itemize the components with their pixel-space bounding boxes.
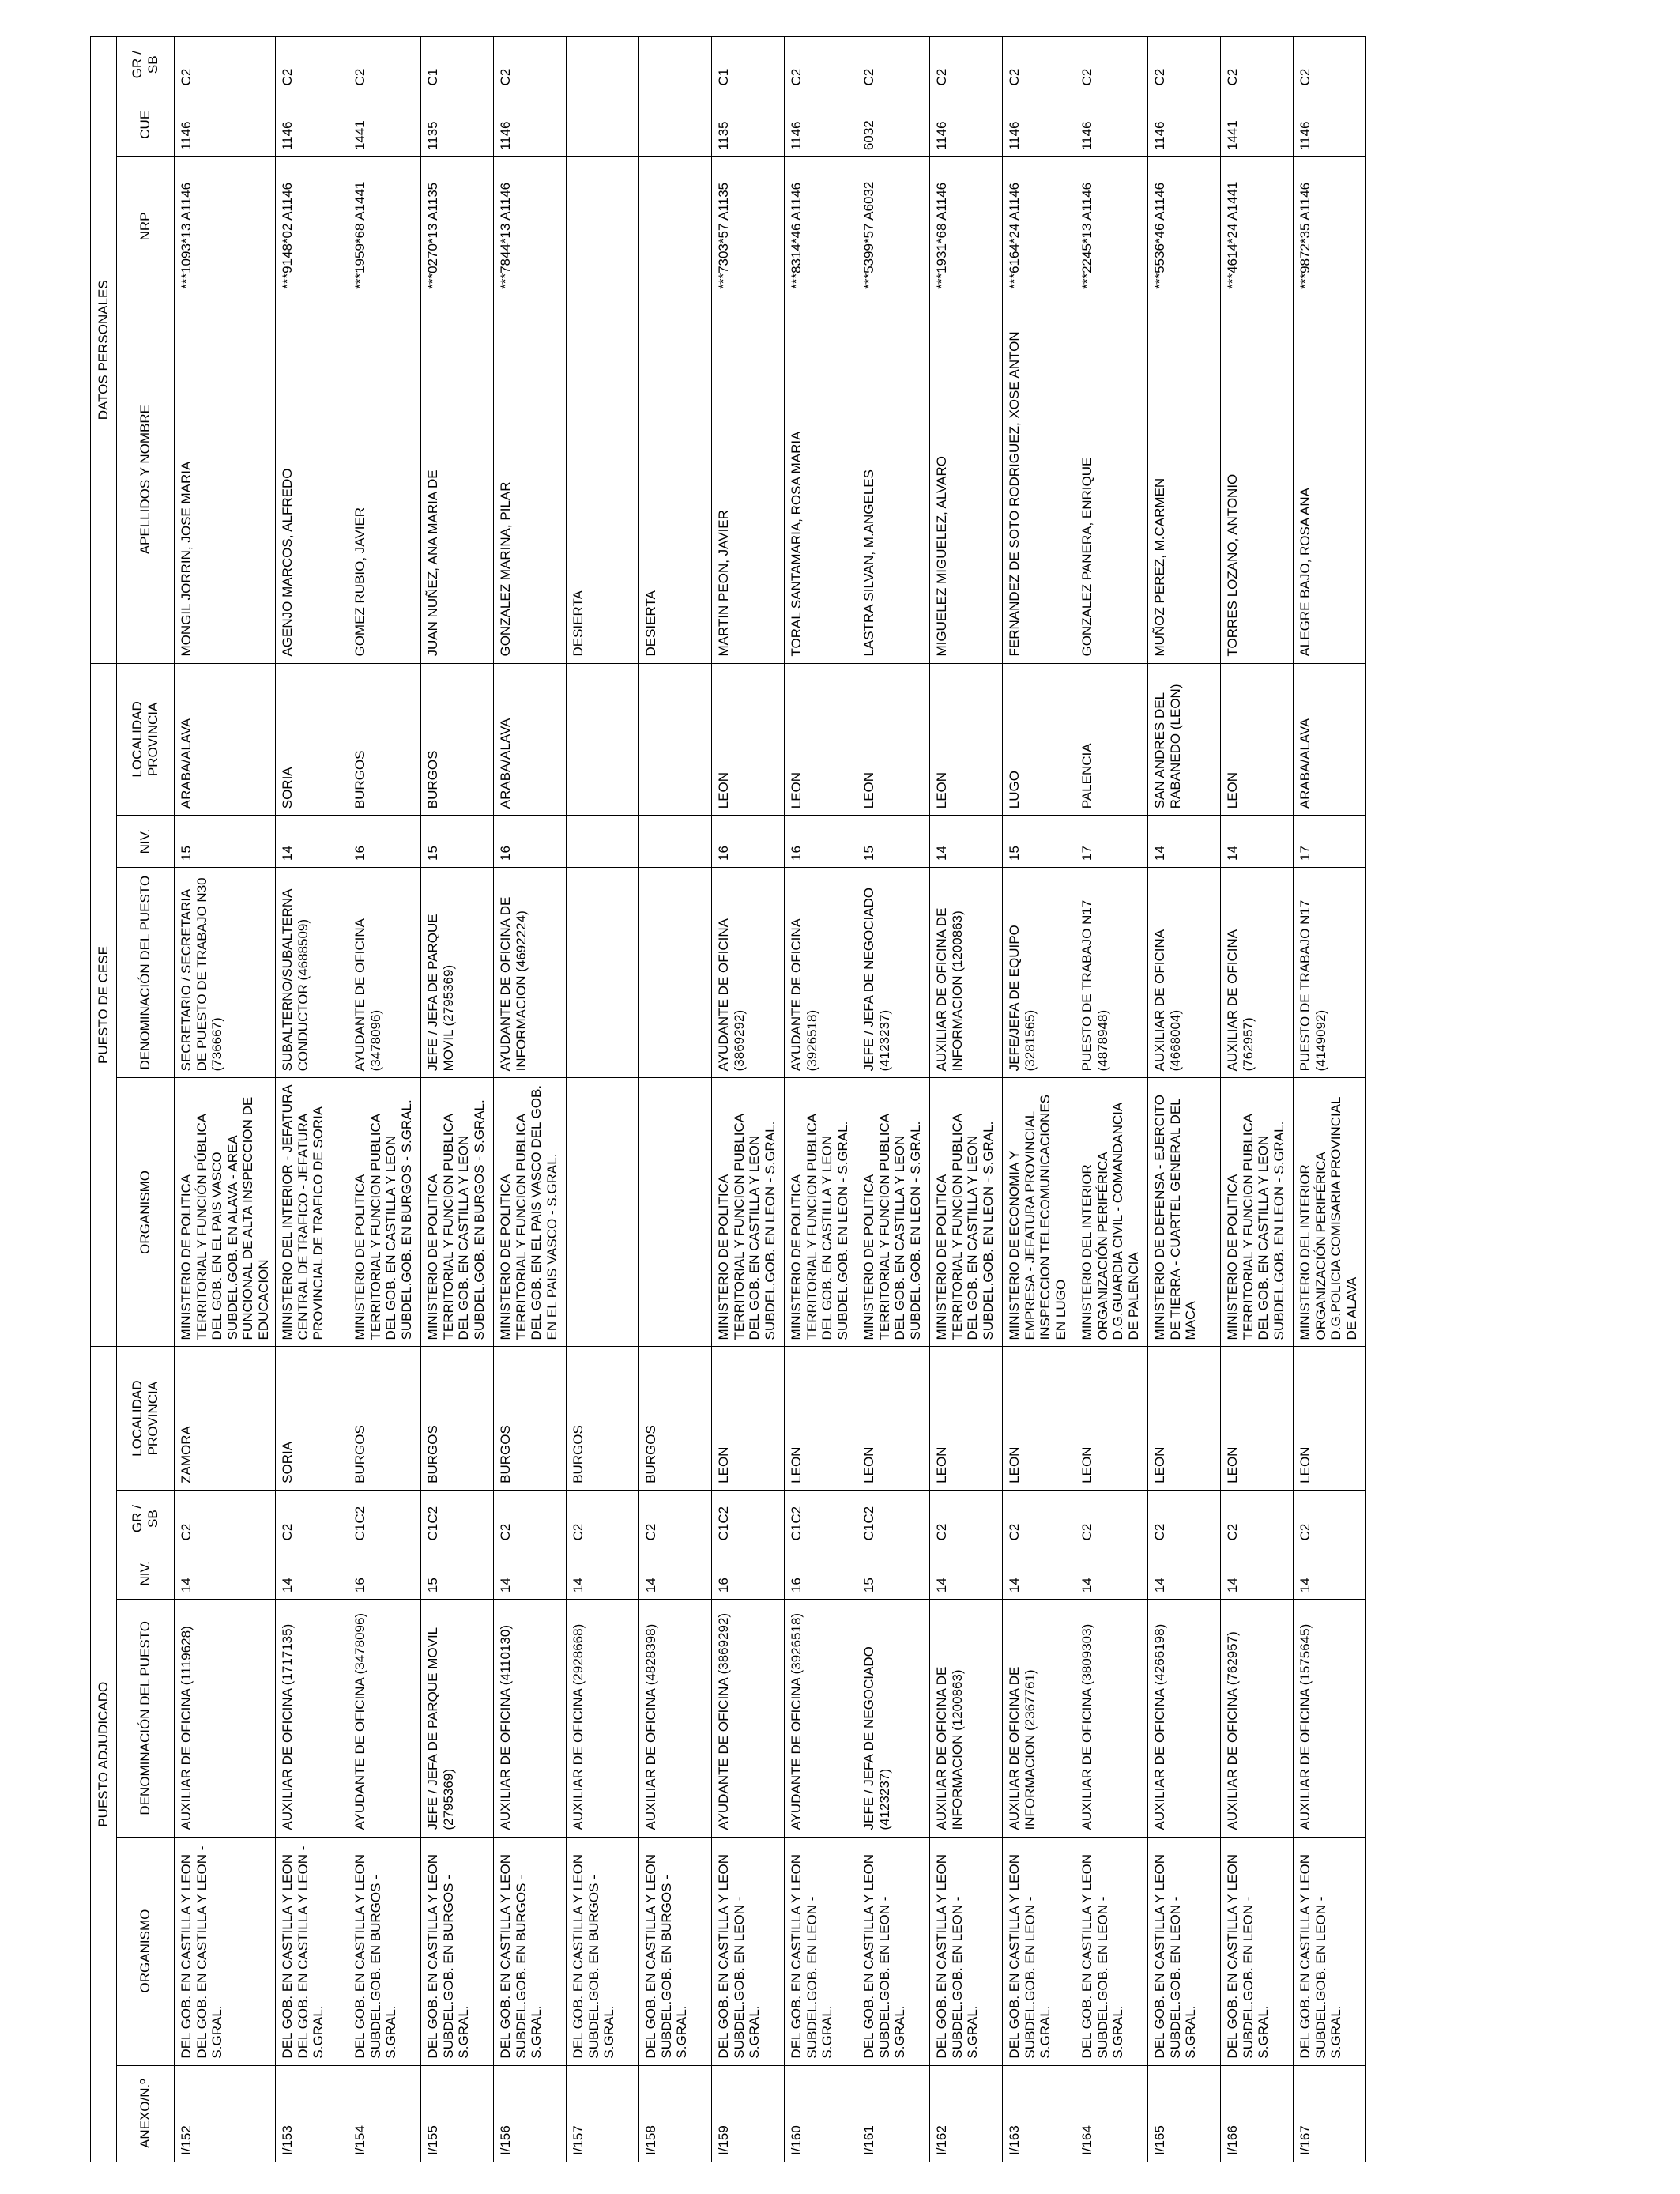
cell-denominacion-cese: AUXILIAR DE OFICINA (762957) [1221,867,1294,1077]
cell-denominacion-cese: AYUDANTE DE OFICINA (3478096) [348,867,421,1077]
cell-denominacion-cese: AYUDANTE DE OFICINA (3926518) [785,867,857,1077]
cell-gr-sb: C2 [567,1490,639,1547]
cell-niv-cese: 17 [1075,816,1148,868]
cell-gr-sb-personal: C2 [1221,37,1294,92]
cell-gr-sb-personal: C2 [857,37,930,92]
cell-denominacion: AUXILIAR DE OFICINA DE INFORMACION (1200863) [930,1600,1003,1837]
cell-nrp [639,157,712,296]
cell-localidad: BURGOS [494,1347,567,1490]
column-header-row [117,37,175,2162]
cell-niv-cese: 16 [785,816,857,868]
table-row [712,37,785,2162]
cell-denominacion-cese: JEFE/JEFA DE EQUIPO (3281565) [1003,867,1075,1077]
cell-apellidos-nombre: GONZALEZ PANERA, ENRIQUE [1075,296,1148,663]
cell-cue [567,92,639,157]
cell-gr-sb: C2 [494,1490,567,1547]
cell-organismo-cese: MINISTERIO DE DEFENSA - EJERCITO DE TIERRA - CUARTEL GENERAL DEL MACA [1148,1078,1221,1347]
table-row [1294,37,1366,2162]
cell-apellidos-nombre: JUAN NUÑEZ, ANA MARIA DE [421,296,494,663]
cell-denominacion-cese: AUXILIAR DE OFICINA (4668004) [1148,867,1221,1077]
cell-gr-sb: C2 [930,1490,1003,1547]
cell-denominacion: AUXILIAR DE OFICINA (1575645) [1294,1600,1366,1837]
cell-gr-sb-personal [639,37,712,92]
table-row [785,37,857,2162]
cell-localidad-cese: SORIA [276,663,348,816]
cell-apellidos-nombre: DESIERTA [639,296,712,663]
cell-niv: 14 [276,1547,348,1600]
cell-localidad: SORIA [276,1347,348,1490]
cell-denominacion: AUXILIAR DE OFICINA (2928668) [567,1600,639,1837]
cell-nrp: ***5536*46 A1146 [1148,157,1221,296]
cell-apellidos-nombre: GONZALEZ MARINA, PILAR [494,296,567,663]
cell-localidad: LEON [712,1347,785,1490]
cell-gr-sb-personal: C2 [175,37,276,92]
col-anexo: ANEXO/N.º [117,2065,175,2162]
cell-gr-sb: C1C2 [857,1490,930,1547]
table-row [930,37,1003,2162]
cell-denominacion-cese: JEFE / JEFA DE NEGOCIADO (4123237) [857,867,930,1077]
table-row [639,37,712,2162]
col-localidad: LOCALIDAD PROVINCIA [117,1347,175,1490]
cell-gr-sb: C2 [175,1490,276,1547]
cell-apellidos-nombre: GOMEZ RUBIO, JAVIER [348,296,421,663]
col-apellidos-nombre: APELLIDOS Y NOMBRE [117,296,175,663]
cell-gr-sb: C1C2 [421,1490,494,1547]
cell-apellidos-nombre: MUÑOZ PEREZ, M.CARMEN [1148,296,1221,663]
cell-gr-sb: C2 [1221,1490,1294,1547]
cell-nrp: ***1931*68 A1146 [930,157,1003,296]
cell-denominacion: AUXILIAR DE OFICINA (1119628) [175,1600,276,1837]
cell-cue: 1146 [785,92,857,157]
cell-gr-sb-personal [567,37,639,92]
cell-organismo-cese: MINISTERIO DE ECONOMIA Y EMPRESA - JEFATURA PROVINCIAL INSPECCION TELECOMUNICACIONES EN LUGO [1003,1078,1075,1347]
cell-nrp: ***1093*13 A1146 [175,157,276,296]
cell-denominacion-cese: SECRETARIO / SECRETARIA DE PUESTO DE TRABAJO N30 (736667) [175,867,276,1077]
table-row [1003,37,1075,2162]
cell-denominacion: AUXILIAR DE OFICINA DE INFORMACION (2367761) [1003,1600,1075,1837]
cell-gr-sb-personal: C2 [1148,37,1221,92]
cell-localidad: BURGOS [421,1347,494,1490]
cell-organismo-cese: MINISTERIO DEL INTERIOR - JEFATURA CENTRAL DE TRAFICO - JEFATURA PROVINCIAL DE TRAFICO DE SORIA [276,1078,348,1347]
cell-localidad-cese: SAN ANDRES DEL RABANEDO (LEON) [1148,663,1221,816]
cell-gr-sb-personal: C2 [1294,37,1366,92]
cell-anexo: I/165 [1148,2065,1221,2162]
cell-niv: 15 [421,1547,494,1600]
cell-niv: 14 [175,1547,276,1600]
cell-denominacion: AUXILIAR DE OFICINA (3809303) [1075,1600,1148,1837]
cell-cue: 1146 [1294,92,1366,157]
cell-organismo: DEL GOB. EN CASTILLA Y LEON SUBDEL.GOB. EN LEON - S.GRAL. [1003,1837,1075,2065]
cell-niv-cese: 14 [930,816,1003,868]
cell-localidad: BURGOS [567,1347,639,1490]
cell-cue: 1135 [421,92,494,157]
cell-denominacion: JEFE / JEFA DE PARQUE MOVIL (2795369) [421,1600,494,1837]
cell-localidad: LEON [1221,1347,1294,1490]
cell-localidad-cese: BURGOS [421,663,494,816]
cell-localidad-cese [567,663,639,816]
cell-organismo: DEL GOB. EN CASTILLA Y LEON DEL GOB. EN CASTILLA Y LEON - S.GRAL. [276,1837,348,2065]
cell-niv: 14 [567,1547,639,1600]
col-cue: CUE [117,92,175,157]
cell-apellidos-nombre: FERNANDEZ DE SOTO RODRIGUEZ, XOSE ANTON [1003,296,1075,663]
cell-localidad-cese: ARABA/ALAVA [175,663,276,816]
cell-gr-sb-personal: C2 [348,37,421,92]
cell-apellidos-nombre: LASTRA SILVAN, M.ANGELES [857,296,930,663]
cell-apellidos-nombre: ALEGRE BAJO, ROSA ANA [1294,296,1366,663]
cell-denominacion-cese [567,867,639,1077]
cell-gr-sb: C1C2 [785,1490,857,1547]
cell-nrp: ***1959*68 A1441 [348,157,421,296]
cell-niv: 14 [1075,1547,1148,1600]
cell-organismo: DEL GOB. EN CASTILLA Y LEON SUBDEL.GOB. EN LEON - S.GRAL. [1075,1837,1148,2065]
cell-niv: 15 [857,1547,930,1600]
table-body [175,37,1366,2162]
cell-gr-sb: C2 [1294,1490,1366,1547]
table-row [1148,37,1221,2162]
col-denominacion-cese: DENOMINACIÓN DEL PUESTO [117,867,175,1077]
cell-denominacion: AYUDANTE DE OFICINA (3869292) [712,1600,785,1837]
cell-cue: 1146 [1148,92,1221,157]
cell-denominacion: AUXILIAR DE OFICINA (4110130) [494,1600,567,1837]
col-niv-cese: NIV. [117,816,175,868]
cell-cue: 1441 [1221,92,1294,157]
section-puesto-adjudicado: PUESTO ADJUDICADO [91,1347,117,2162]
cell-nrp: ***6164*24 A1146 [1003,157,1075,296]
cell-denominacion-cese: PUESTO DE TRABAJO N17 (4149092) [1294,867,1366,1077]
cell-denominacion-cese [639,867,712,1077]
cell-nrp: ***7844*13 A1146 [494,157,567,296]
cell-localidad: LEON [1075,1347,1148,1490]
cell-nrp: ***9872*35 A1146 [1294,157,1366,296]
cell-localidad-cese: LEON [785,663,857,816]
cell-gr-sb-personal: C2 [1003,37,1075,92]
cell-niv-cese: 16 [712,816,785,868]
cell-denominacion: AUXILIAR DE OFICINA (4266198) [1148,1600,1221,1837]
cell-organismo: DEL GOB. EN CASTILLA Y LEON SUBDEL.GOB. EN LEON - S.GRAL. [712,1837,785,2065]
col-nrp: NRP [117,157,175,296]
cell-niv-cese: 14 [1221,816,1294,868]
cell-localidad: BURGOS [348,1347,421,1490]
cell-apellidos-nombre: MONGIL JORRIN, JOSE MARIA [175,296,276,663]
cell-organismo: DEL GOB. EN CASTILLA Y LEON SUBDEL.GOB. EN BURGOS - S.GRAL. [639,1837,712,2065]
cell-cue: 6032 [857,92,930,157]
cell-denominacion: AYUDANTE DE OFICINA (3926518) [785,1600,857,1837]
cell-organismo-cese: MINISTERIO DEL INTERIOR ORGANIZACIÓN PERIFÉRICA D.G.GUARDIA CIVIL - COMANDANCIA DE PALENCIA [1075,1078,1148,1347]
cell-nrp: ***8314*46 A1146 [785,157,857,296]
col-denominacion: DENOMINACIÓN DEL PUESTO [117,1600,175,1837]
table-row [494,37,567,2162]
cell-gr-sb: C2 [1003,1490,1075,1547]
section-datos-personales: DATOS PERSONALES [91,37,117,664]
cell-gr-sb: C1C2 [348,1490,421,1547]
cell-cue: 1146 [930,92,1003,157]
cell-anexo: I/157 [567,2065,639,2162]
cell-localidad-cese: PALENCIA [1075,663,1148,816]
cell-niv: 16 [785,1547,857,1600]
cell-organismo-cese: MINISTERIO DE POLITICA TERRITORIAL Y FUNCION PUBLICA DEL GOB. EN CASTILLA Y LEON SUBDEL.GOB. EN LEON - S.GRAL. [1221,1078,1294,1347]
cell-gr-sb: C2 [1148,1490,1221,1547]
cell-anexo: I/166 [1221,2065,1294,2162]
cell-apellidos-nombre: MIGUELEZ MIGUELEZ, ALVARO [930,296,1003,663]
cell-localidad-cese: ARABA/ALAVA [1294,663,1366,816]
cell-organismo: DEL GOB. EN CASTILLA Y LEON SUBDEL.GOB. EN LEON - S.GRAL. [857,1837,930,2065]
cell-anexo: I/163 [1003,2065,1075,2162]
cell-cue: 1135 [712,92,785,157]
cell-cue: 1441 [348,92,421,157]
cell-localidad-cese: LEON [857,663,930,816]
cell-localidad-cese [639,663,712,816]
cell-organismo: DEL GOB. EN CASTILLA Y LEON SUBDEL.GOB. EN LEON - S.GRAL. [930,1837,1003,2065]
cell-anexo: I/161 [857,2065,930,2162]
cell-niv: 14 [1148,1547,1221,1600]
cell-anexo: I/159 [712,2065,785,2162]
table-row [348,37,421,2162]
table-row [175,37,276,2162]
cell-organismo-cese: MINISTERIO DE POLITICA TERRITORIAL Y FUNCION PUBLICA DEL GOB. EN EL PAIS VASCO DEL GOB. EN EL PAIS VASCO - S.GRAL. [494,1078,567,1347]
cell-localidad: BURGOS [639,1347,712,1490]
cell-organismo-cese: MINISTERIO DE POLITICA TERRITORIAL Y FUNCION PUBLICA DEL GOB. EN CASTILLA Y LEON SUBDEL.GOB. EN BURGOS - S.GRAL. [348,1078,421,1347]
cell-niv: 14 [494,1547,567,1600]
cell-niv-cese [567,816,639,868]
cell-gr-sb-personal: C2 [276,37,348,92]
cell-anexo: I/167 [1294,2065,1366,2162]
cell-niv: 14 [1294,1547,1366,1600]
cell-cue: 1146 [1075,92,1148,157]
cell-denominacion-cese: PUESTO DE TRABAJO N17 (4878948) [1075,867,1148,1077]
cell-localidad-cese: LEON [930,663,1003,816]
cell-organismo-cese: MINISTERIO DE POLITICA TERRITORIAL Y FUNCIÓN PÚBLICA DEL GOB. EN EL PAIS VASCO SUBDEL.GOB. EN ALAVA - AREA FUNCIONAL DE ALTA INSPECCION DE EDUCACION [175,1078,276,1347]
cell-anexo: I/158 [639,2065,712,2162]
col-organismo-cese: ORGANISMO [117,1078,175,1347]
cell-niv: 14 [930,1547,1003,1600]
cell-anexo: I/155 [421,2065,494,2162]
cell-denominacion-cese: SUBALTERNO/SUBALTERNA CONDUCTOR (4688509) [276,867,348,1077]
cell-gr-sb: C2 [639,1490,712,1547]
cell-cue [639,92,712,157]
cell-organismo-cese: MINISTERIO DE POLITICA TERRITORIAL Y FUNCION PUBLICA DEL GOB. EN CASTILLA Y LEON SUBDEL.GOB. EN LEON - S.GRAL. [930,1078,1003,1347]
cell-gr-sb: C1C2 [712,1490,785,1547]
cell-cue: 1146 [1003,92,1075,157]
table-row [421,37,494,2162]
cell-denominacion-cese: JEFE / JEFA DE PARQUE MOVIL (2795369) [421,867,494,1077]
cell-gr-sb-personal: C2 [930,37,1003,92]
cell-denominacion: JEFE / JEFA DE NEGOCIADO (4123237) [857,1600,930,1837]
cell-nrp: ***5399*57 A6032 [857,157,930,296]
cell-nrp: ***4614*24 A1441 [1221,157,1294,296]
cell-nrp: ***2245*13 A1146 [1075,157,1148,296]
cell-organismo: DEL GOB. EN CASTILLA Y LEON SUBDEL.GOB. EN BURGOS - S.GRAL. [567,1837,639,2065]
cell-localidad: LEON [857,1347,930,1490]
col-niv: NIV. [117,1547,175,1600]
section-puesto-cese: PUESTO DE CESE [91,663,117,1347]
cell-organismo: DEL GOB. EN CASTILLA Y LEON SUBDEL.GOB. EN LEON - S.GRAL. [1221,1837,1294,2065]
cell-anexo: I/153 [276,2065,348,2162]
cell-anexo: I/154 [348,2065,421,2162]
cell-organismo: DEL GOB. EN CASTILLA Y LEON SUBDEL.GOB. EN LEON - S.GRAL. [1294,1837,1366,2065]
cell-cue: 1146 [175,92,276,157]
table-row [1075,37,1148,2162]
resolution-table [90,36,1366,2162]
cell-organismo: DEL GOB. EN CASTILLA Y LEON SUBDEL.GOB. EN BURGOS - S.GRAL. [494,1837,567,2065]
cell-localidad-cese: BURGOS [348,663,421,816]
cell-niv: 16 [712,1547,785,1600]
cell-niv-cese: 15 [857,816,930,868]
cell-denominacion: AUXILIAR DE OFICINA (4828398) [639,1600,712,1837]
cell-gr-sb-personal: C2 [494,37,567,92]
cell-anexo: I/160 [785,2065,857,2162]
cell-organismo-cese [567,1078,639,1347]
cell-anexo: I/152 [175,2065,276,2162]
cell-gr-sb-personal: C1 [421,37,494,92]
table-row [567,37,639,2162]
cell-organismo-cese: MINISTERIO DE POLITICA TERRITORIAL Y FUNCION PUBLICA DEL GOB. EN CASTILLA Y LEON SUBDEL.GOB. EN LEON - S.GRAL. [857,1078,930,1347]
cell-apellidos-nombre: TORAL SANTAMARIA, ROSA MARIA [785,296,857,663]
cell-nrp: ***9148*02 A1146 [276,157,348,296]
cell-localidad-cese: ARABA/ALAVA [494,663,567,816]
cell-anexo: I/156 [494,2065,567,2162]
cell-localidad: LEON [1148,1347,1221,1490]
cell-niv-cese: 14 [276,816,348,868]
cell-localidad: LEON [785,1347,857,1490]
table-row [857,37,930,2162]
table-row [1221,37,1294,2162]
section-header-row [91,37,117,2162]
cell-organismo-cese: MINISTERIO DE POLITICA TERRITORIAL Y FUNCION PUBLICA DEL GOB. EN CASTILLA Y LEON SUBDEL.GOB. EN LEON - S.GRAL. [712,1078,785,1347]
table-row [276,37,348,2162]
cell-organismo-cese [639,1078,712,1347]
cell-niv-cese: 17 [1294,816,1366,868]
cell-gr-sb-personal: C2 [785,37,857,92]
cell-nrp: ***7303*57 A1135 [712,157,785,296]
cell-organismo: DEL GOB. EN CASTILLA Y LEON SUBDEL.GOB. EN BURGOS - S.GRAL. [348,1837,421,2065]
cell-niv-cese [639,816,712,868]
cell-gr-sb: C2 [276,1490,348,1547]
cell-organismo-cese: MINISTERIO DEL INTERIOR ORGANIZACIÓN PERIFÉRICA D.G.POLICIA COMISARIA PROVINCIAL DE ALAVA [1294,1078,1366,1347]
cell-organismo-cese: MINISTERIO DE POLITICA TERRITORIAL Y FUNCION PUBLICA DEL GOB. EN CASTILLA Y LEON SUBDEL.GOB. EN LEON - S.GRAL. [785,1078,857,1347]
cell-niv: 14 [1003,1547,1075,1600]
cell-denominacion: AUXILIAR DE OFICINA (762957) [1221,1600,1294,1837]
cell-cue: 1146 [494,92,567,157]
cell-apellidos-nombre: MARTIN PEON, JAVIER [712,296,785,663]
cell-nrp [567,157,639,296]
cell-organismo: DEL GOB. EN CASTILLA Y LEON SUBDEL.GOB. EN LEON - S.GRAL. [785,1837,857,2065]
cell-localidad: ZAMORA [175,1347,276,1490]
cell-localidad-cese: LUGO [1003,663,1075,816]
cell-organismo: DEL GOB. EN CASTILLA Y LEON SUBDEL.GOB. EN BURGOS - S.GRAL. [421,1837,494,2065]
cell-denominacion-cese: AYUDANTE DE OFICINA (3869292) [712,867,785,1077]
cell-anexo: I/164 [1075,2065,1148,2162]
cell-organismo: DEL GOB. EN CASTILLA Y LEON DEL GOB. EN CASTILLA Y LEON - S.GRAL. [175,1837,276,2065]
cell-denominacion-cese: AYUDANTE DE OFICINA DE INFORMACION (4692224) [494,867,567,1077]
cell-localidad-cese: LEON [1221,663,1294,816]
cell-niv-cese: 15 [1003,816,1075,868]
col-gr-sb-personal: GR / SB [117,37,175,92]
cell-localidad: LEON [930,1347,1003,1490]
cell-denominacion-cese: AUXILIAR DE OFICINA DE INFORMACION (1200863) [930,867,1003,1077]
cell-nrp: ***0270*13 A1135 [421,157,494,296]
cell-apellidos-nombre: DESIERTA [567,296,639,663]
cell-niv-cese: 16 [348,816,421,868]
cell-localidad-cese: LEON [712,663,785,816]
cell-niv: 14 [1221,1547,1294,1600]
cell-localidad: LEON [1294,1347,1366,1490]
cell-niv-cese: 14 [1148,816,1221,868]
cell-niv-cese: 15 [175,816,276,868]
cell-niv-cese: 15 [421,816,494,868]
cell-cue: 1146 [276,92,348,157]
cell-gr-sb: C2 [1075,1490,1148,1547]
cell-organismo: DEL GOB. EN CASTILLA Y LEON SUBDEL.GOB. EN LEON - S.GRAL. [1148,1837,1221,2065]
cell-gr-sb-personal: C1 [712,37,785,92]
cell-localidad: LEON [1003,1347,1075,1490]
cell-gr-sb-personal: C2 [1075,37,1148,92]
col-gr-sb: GR / SB [117,1490,175,1547]
cell-denominacion: AYUDANTE DE OFICINA (3478096) [348,1600,421,1837]
col-localidad-cese: LOCALIDAD PROVINCIA [117,663,175,816]
cell-apellidos-nombre: AGENJO MARCOS, ALFREDO [276,296,348,663]
cell-apellidos-nombre: TORRES LOZANO, ANTONIO [1221,296,1294,663]
cell-niv-cese: 16 [494,816,567,868]
cell-anexo: I/162 [930,2065,1003,2162]
cell-niv: 14 [639,1547,712,1600]
cell-niv: 16 [348,1547,421,1600]
cell-organismo-cese: MINISTERIO DE POLITICA TERRITORIAL Y FUNCION PUBLICA DEL GOB. EN CASTILLA Y LEON SUBDEL.GOB. EN BURGOS - S.GRAL. [421,1078,494,1347]
cell-denominacion: AUXILIAR DE OFICINA (1717135) [276,1600,348,1837]
col-organismo: ORGANISMO [117,1837,175,2065]
